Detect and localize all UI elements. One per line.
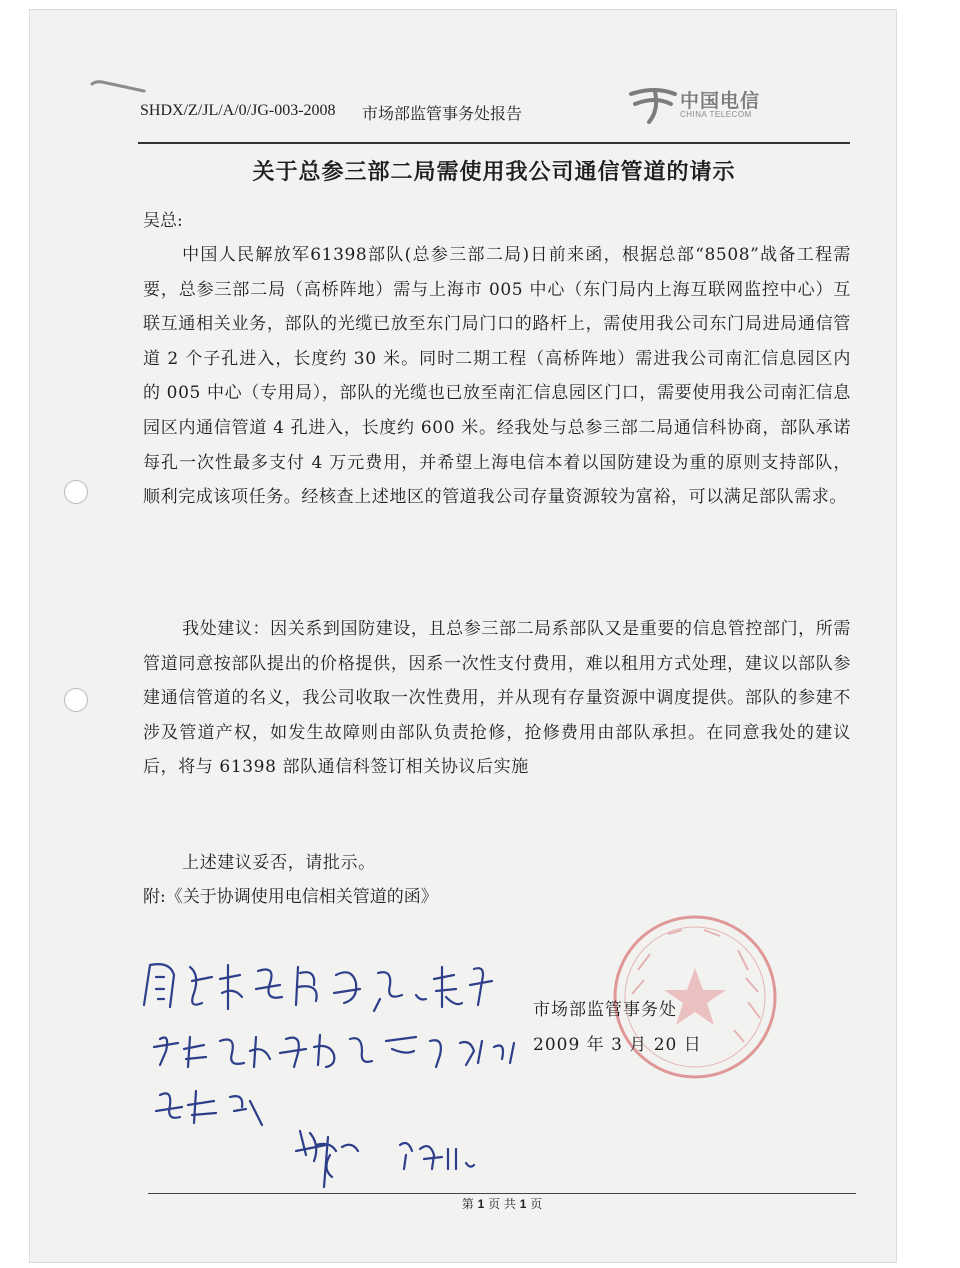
body-paragraph-1: 中国人民解放军61398部队(总参三部二局)日前来函，根据总部“8508”战备工程需要，总参三部二局（高桥阵地）需与上海市 005 中心（东门局内上海互联网监控中心）互联互通相关业务，部队的光缆已放至东门局门口的路杆上，需使用我公司东门局进局通信管道 2 个子孔进入，长度约 30 米。同时二期工程（高桥阵地）需进我公司南汇信息园区内的 005 中心（专用局），部队的光缆也已放至南汇信息园区门口，需要使用我公司南汇信息园区内通信管道 4 孔进入，长度约 600 米。经我处与总参三部二局通信科协商，部队承诺每孔一次性最多支付 4 万元费用，并希望上海电信本着以国防建设为重的原则支持部队，顺利完成该项任务。经核查上述地区的管道我公司存量资源较为富裕，可以满足部队需求。	[143, 245, 851, 508]
logo-text-cn: 中国电信	[680, 90, 761, 112]
staple-mark	[90, 80, 146, 94]
body-paragraph-3: 上述建议妥否，请批示。	[182, 853, 376, 873]
department-report-label: 市场部监管事务处报告	[362, 104, 523, 123]
footer-page-number: 1	[477, 1197, 485, 1211]
signature-date: 2009 年 3 月 20 日	[533, 1035, 702, 1055]
document-title: 关于总参三部二局需使用我公司通信管道的请示	[252, 159, 736, 185]
header-rule	[138, 142, 850, 144]
footer-suffix: 页	[530, 1197, 543, 1211]
body-paragraph-2: 我处建议：因关系到国防建设，且总参三部二局系部队又是重要的信息管控部门，所需管道同意按部队提出的价格提供，因系一次性支付费用，难以租用方式处理，建议以部队参建通信管道的名义，我公司收取一次性费用，并从现有存量资源中调度提供。部队的参建不涉及管道产权，如发生故障则由部队负责抢修，抢修费用由部队承担。在同意我处的建议后，将与 61398 部队通信科签订相关协议后实施	[143, 619, 851, 778]
greeting: 吴总:	[143, 211, 183, 231]
attachment-line: 附:《关于协调使用电信相关管道的函》	[143, 887, 438, 907]
signature-department: 市场部监管事务处	[533, 1000, 677, 1020]
punch-hole	[64, 480, 88, 504]
document-page	[30, 10, 896, 1262]
footer-rule	[148, 1193, 856, 1194]
footer-middle: 页 共	[488, 1197, 516, 1211]
footer-prefix: 第	[461, 1197, 474, 1211]
footer-total-pages: 1	[519, 1197, 527, 1211]
document-code: SHDX/Z/JL/A/0/JG-003-2008	[140, 102, 336, 119]
punch-hole	[64, 688, 88, 712]
logo-text-en: CHINA TELECOM	[680, 110, 752, 119]
page-footer	[148, 1195, 856, 1212]
